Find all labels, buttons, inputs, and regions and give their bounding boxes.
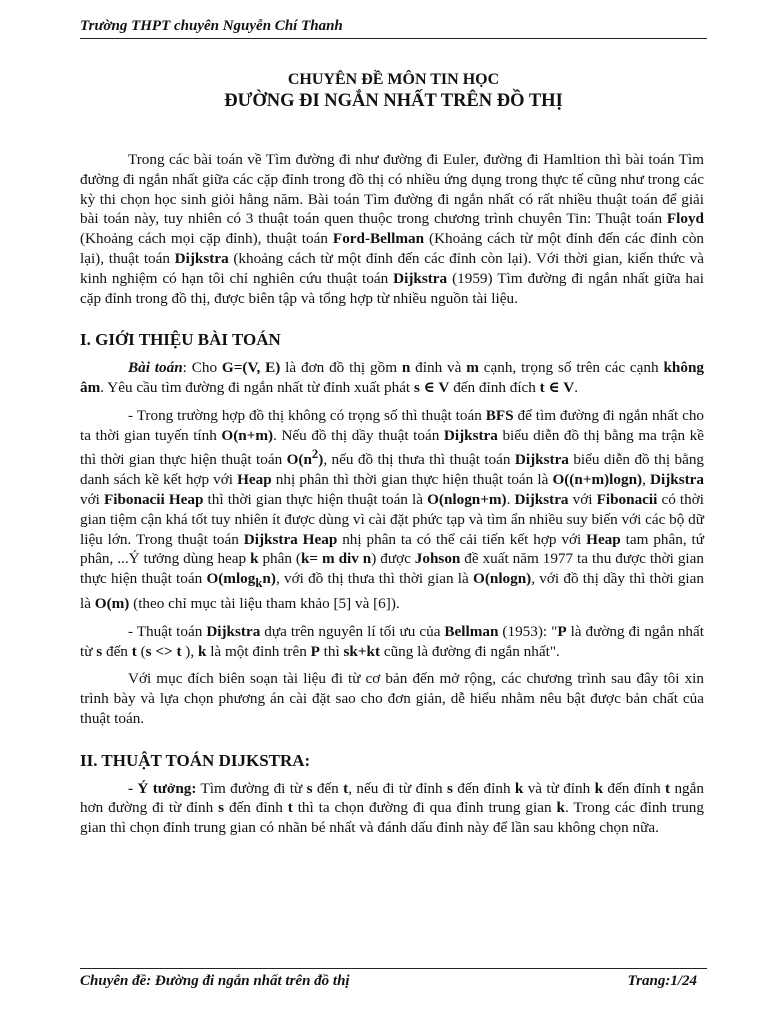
page-number: Trang:1/24 <box>627 973 697 989</box>
term: t <box>287 799 293 817</box>
text-run: (Khoảng cách từ một đỉnh đến các đỉnh còn lại), thuật toán <box>80 230 705 267</box>
term: O(n+m) <box>221 426 274 444</box>
text-run: đến <box>312 779 344 797</box>
text-run: cạnh, trọng số trên các cạnh <box>478 359 664 377</box>
subscript: k <box>255 576 263 591</box>
term: s <box>306 779 313 797</box>
term: ) <box>318 451 324 469</box>
text-run: (Khoảng cách mọi cặp đỉnh), thuật toán <box>80 230 333 248</box>
text-run: đến đỉnh <box>224 799 288 817</box>
page-header <box>80 18 707 39</box>
term: k= m div n <box>300 550 372 568</box>
term: sk+kt <box>343 642 381 660</box>
term: Johson <box>414 550 461 568</box>
term: t <box>131 642 137 660</box>
text-run: (1959) Tìm đường đi ngắn nhất giữa hai cặp đỉnh trong đồ thị, được biên tập và tổng hợp từ nhiều nguồn tài liệu. <box>80 269 704 307</box>
term: O(nlogn+m) <box>427 491 507 509</box>
text-run: ngắn hơn đường đi từ đỉnh <box>80 779 704 817</box>
title-line-2: ĐƯỜNG ĐI NGẮN NHẤT TRÊN ĐỒ THỊ <box>224 91 563 111</box>
term: P <box>310 642 320 660</box>
term: k <box>514 779 524 797</box>
term: k <box>556 799 565 817</box>
term-dijkstra: Dijkstra <box>174 249 229 267</box>
text-run: để tìm đường đi ngắn nhất cho ta thời gian tuyến tính <box>80 406 705 444</box>
school-name: Trường THPT chuyên Nguyễn Chí Thanh <box>80 18 343 34</box>
text-run: đến đỉnh <box>452 779 515 797</box>
text-run: (theo chỉ mục tài liệu tham khảo [5] và [6]). <box>129 595 400 613</box>
text-run: thì <box>319 642 344 660</box>
text-run: phân ( <box>258 550 301 568</box>
term: O((n+m)logn) <box>552 471 643 489</box>
text-run: , <box>642 471 650 489</box>
text-run: thì thời gian thực hiện thuật toán là <box>203 491 428 509</box>
text-run: với <box>80 491 104 509</box>
term: s <> t <box>145 642 182 660</box>
text-run: - Thuật toán <box>128 622 207 640</box>
text-run: là đơn đồ thị gồm <box>280 359 402 377</box>
text-run: đỉnh và <box>410 359 467 377</box>
text-run: : Cho <box>182 359 222 377</box>
term: Heap <box>586 530 621 548</box>
term: O(nlogn) <box>473 570 532 588</box>
term: Fibonacii <box>596 491 658 509</box>
text-run: , với đồ thị dầy thì thời gian là <box>80 570 704 613</box>
term: Dijkstra Heap <box>243 530 338 548</box>
term: Fibonacii Heap <box>103 491 204 509</box>
text-run: . <box>506 491 515 509</box>
term: O(n <box>286 451 312 469</box>
text-run: đến đỉnh đích <box>449 378 540 396</box>
text-run: , nếu đi từ đỉnh <box>348 779 447 797</box>
text-run: thì ta chọn đường đi qua đỉnh trung gian <box>292 799 557 817</box>
term: s <box>96 642 103 660</box>
term: G=(V, E) <box>221 359 281 377</box>
section-1-heading: I. GIỚI THIỆU BÀI TOÁN <box>80 330 281 350</box>
text-run: là một đỉnh trên <box>206 642 311 660</box>
term: P <box>557 622 567 640</box>
term: Heap <box>237 471 272 489</box>
purpose-paragraph: Với mục đích biên soạn tài liệu đi từ cơ bản đến mở rộng, các chương trình sau đây tôi xin trình bày và lựa chọn phương án cài đặt sao cho đơn giản, dễ hiểu nhằm nêu bật được bản chất của thuật toán. <box>80 670 704 728</box>
term: s <box>446 779 453 797</box>
term: k <box>594 779 604 797</box>
term: n) <box>262 570 276 588</box>
title-line-1: CHUYÊN ĐỀ MÔN TIN HỌC <box>287 71 500 88</box>
term: O(mlog <box>206 570 256 588</box>
bellman-paragraph <box>80 622 704 662</box>
text-run: tam phân, tứ phân, ...Ý tưởng dùng heap <box>80 530 704 568</box>
term: không âm <box>80 359 704 396</box>
text-run: . <box>574 378 579 396</box>
term: Dijkstra <box>443 426 498 444</box>
term-ford-bellman: Ford-Bellman <box>332 230 425 248</box>
text-run: (1953): " <box>498 622 558 640</box>
text-run: . Trong các đỉnh trung gian thì chọn đỉnh trung gian có nhãn bé nhất và đánh dấu đỉnh này để lần sau không chọn nữa. <box>80 799 704 837</box>
text-run: cũng là đường đi ngắn nhất". <box>380 642 560 660</box>
complexity-paragraph <box>80 406 704 614</box>
term: Bellman <box>444 622 499 640</box>
text-run: Trong các bài toán về Tìm đường đi như đường đi Euler, đường đi Hamltion thì bài toán Tìm đường đi ngắn nhất giữa các cặp đỉnh trong đồ thị có nhiều ứng dụng trong thực tế cũng như trong các kỳ thi chọn học sinh giỏi hằng năm. Bài toán Tìm đường đi ngắn nhất có rất nhiều thuật toán để giải bài toán này, tuy nhiên có 3 thuật toán quen thuộc trong chương trình chuyên Tin: Thuật toán <box>80 151 704 228</box>
idea-paragraph <box>80 779 704 838</box>
text-run: dựa trên nguyên lí tối ưu của <box>260 622 445 640</box>
idea-label: - Ý tưởng: <box>128 779 197 797</box>
problem-label: Bài toán <box>128 359 183 377</box>
text-run: , với đồ thị thưa thì thời gian là <box>275 570 473 588</box>
term: t <box>343 779 349 797</box>
text-run: và từ đỉnh <box>523 779 595 797</box>
text-run: nhị phân thì thời gian thực hiện thuật toán là <box>271 471 553 489</box>
term: Dijkstra <box>514 451 569 469</box>
text-run: nhị phân ta có thể cải tiến kết hợp với <box>337 530 587 548</box>
text-run: đến đỉnh <box>603 779 666 797</box>
term: Dijkstra <box>514 491 569 509</box>
text-run: Tìm đường đi từ <box>196 779 307 797</box>
term: k <box>197 642 207 660</box>
footer-topic: Chuyên đề: Đường đi ngắn nhất trên đồ thị <box>80 973 350 989</box>
text-run: , nếu đồ thị thưa thì thuật toán <box>323 451 515 469</box>
superscript: 2 <box>311 447 319 462</box>
text-run: với <box>568 491 597 509</box>
term: k <box>250 550 259 568</box>
text-run: ), <box>181 642 198 660</box>
text-run: . Yêu cầu tìm đường đi ngắn nhất từ đỉnh xuất phát <box>100 378 414 396</box>
term: Dijkstra <box>650 471 704 489</box>
term: s ∈ V <box>413 378 450 396</box>
text-run: đến <box>102 642 132 660</box>
text-run: biểu diễn đồ thị bằng ma trận kề thì thời gian thực hiện thuật toán <box>80 426 704 469</box>
text-run: - Trong trường hợp đồ thị không có trọng số thì thuật toán <box>128 406 486 424</box>
section-2-heading: II. THUẬT TOÁN DIJKSTRA: <box>80 750 311 770</box>
text-run: có thời gian tiệm cận khá tốt tuy nhiên ít được dùng vì cài đặt phức tạp và tìm ẩn nhiều suy biến với các bộ dữ liệu lớn. Trong thuật toán <box>80 491 704 548</box>
term: m <box>466 359 479 377</box>
text-run: biểu diễn đồ thị bằng danh sách kề kết hợp với <box>80 451 705 489</box>
term: t <box>665 779 671 797</box>
term-dijkstra: Dijkstra <box>393 269 448 287</box>
term: n <box>401 359 411 377</box>
term: BFS <box>485 406 514 424</box>
term: Dijkstra <box>206 622 261 640</box>
document-title <box>80 70 707 112</box>
problem-statement <box>80 358 704 398</box>
text-run: . Nếu đồ thị dầy thuật toán <box>273 426 444 444</box>
term-floyd: Floyd <box>666 210 704 228</box>
term: O(m) <box>94 595 130 613</box>
intro-paragraph <box>80 150 704 308</box>
document-body <box>80 150 704 838</box>
text-run: là đường đi ngắn nhất từ <box>80 622 704 660</box>
term: t ∈ V <box>539 378 575 396</box>
page-footer <box>80 968 707 990</box>
term: s <box>218 799 225 817</box>
text-run: đề xuất năm 1977 ta thu được thời gian thực hiện thuật toán <box>80 550 704 588</box>
text-run: ) được <box>371 550 415 568</box>
text-run: (khoảng cách từ một đỉnh đến các đỉnh còn lại). Với thời gian, kiến thức và kinh nghiệm có hạn tôi chỉ nghiên cứu thuật toán <box>80 249 704 287</box>
text-run: ( <box>136 642 146 660</box>
